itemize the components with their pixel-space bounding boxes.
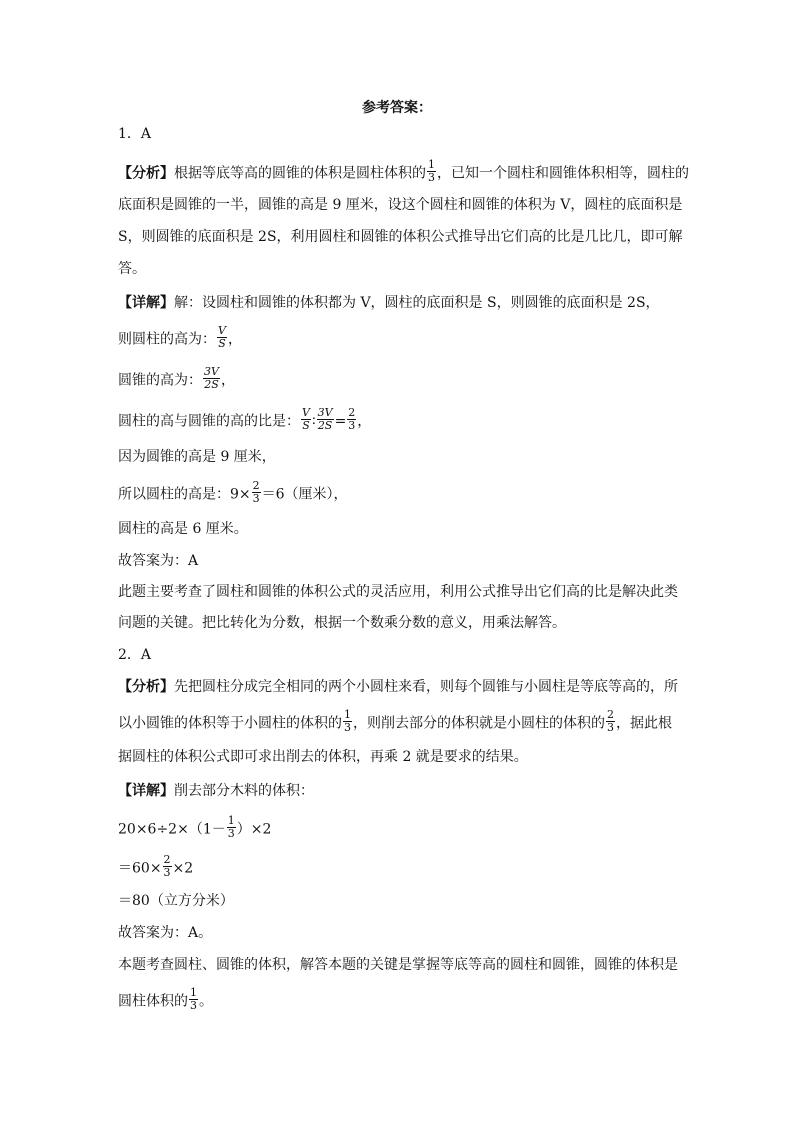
text: 根据等底等高的圆锥的体积是圆柱体积的 [174, 165, 426, 182]
q1-cone-height [118, 365, 704, 393]
fraction [427, 159, 436, 184]
text: 解：设圆柱和圆锥的体积都为 V，圆柱的底面积是 S，则圆锥的底面积是 2S， [174, 295, 660, 311]
text: 圆锥的高为： [118, 372, 202, 389]
text: ＝60× [118, 860, 162, 877]
q1-detail-line-1 [118, 293, 704, 313]
q1-analysis-line-3: S，则圆锥的底面积是 2S，利用圆柱和圆锥的体积公式推导出它们高的比是几比几，即可解 [118, 229, 683, 245]
denominator: 3 [227, 827, 235, 840]
text: ×2 [172, 860, 194, 877]
text: 圆柱体积的 [118, 993, 188, 1010]
fraction [317, 407, 334, 432]
denominator: 3 [344, 721, 351, 734]
text: ，据此根 [616, 715, 672, 732]
text: 先把圆柱分成完全相同的两个小圆柱来看，则每个圆锥与小圆柱是等底等高的，所 [174, 679, 678, 695]
page-title: 参考答案： [362, 100, 432, 116]
fraction [301, 407, 311, 432]
q1-summary-2: 问题的关键。把比转化为分数，根据一个数乘分数的意义，用乘法解答。 [118, 615, 566, 631]
q2-expression-3: ＝80（立方分米） [118, 893, 234, 909]
text: ，已知一个圆柱和圆锥体积相等，圆柱的 [437, 165, 689, 182]
numerator: 2 [607, 708, 614, 721]
numerator: 2 [348, 406, 356, 419]
detail-tag: 【详解】 [118, 783, 174, 799]
text: 圆柱的高与圆锥的高的比是： [118, 413, 300, 430]
denominator: 3 [607, 721, 614, 734]
denominator: 3 [163, 866, 171, 879]
denominator: 3 [348, 419, 356, 432]
fraction [343, 709, 352, 734]
text: 20×6÷2×（1－ [118, 821, 226, 838]
denominator: S [302, 419, 310, 432]
q1-detail-line-5: 因为圆锥的高是 9 厘米， [118, 449, 276, 465]
equals-sign: = [334, 413, 347, 430]
fraction [252, 480, 261, 505]
numerator: 1 [190, 986, 197, 999]
text: ＝6（厘米）， [261, 486, 348, 503]
denominator: 3 [428, 171, 435, 184]
q1-detail-line-7: 圆柱的高是 6 厘米。 [118, 521, 248, 537]
numerator: 3V [317, 406, 333, 419]
denominator: 3 [190, 999, 197, 1012]
ratio-colon: ∶ [311, 413, 316, 430]
q2-expression-2 [118, 853, 704, 881]
text: 则圆柱的高为： [118, 331, 216, 348]
text: ，则削去部分的体积就是小圆柱的体积的 [353, 715, 605, 732]
q1-answer: 故答案为：A [118, 553, 199, 569]
denominator: S [218, 337, 226, 350]
q2-analysis-line-3: 据圆柱的体积公式即可求出削去的体积，再乘 2 就是要求的结果。 [118, 749, 528, 765]
q1-analysis-line-2: 底面积是圆锥的一半，圆锥的高是 9 厘米，设这个圆柱和圆锥的体积为 V，圆柱的底面积是 [118, 197, 683, 213]
numerator: 3V [204, 365, 219, 378]
q1-number: 1．A [118, 126, 152, 142]
q1-analysis-line-4: 答。 [118, 261, 146, 277]
numerator: V [302, 406, 310, 419]
text: 所以圆柱的高是：9× [118, 486, 251, 503]
text: ）×2 [236, 821, 272, 838]
fraction [606, 709, 615, 734]
q2-analysis-line-2 [118, 708, 704, 736]
numerator: 2 [252, 479, 260, 492]
text: ， [220, 372, 235, 389]
detail-tag: 【详解】 [118, 295, 174, 311]
denominator: 2S [204, 378, 219, 391]
numerator: 1 [428, 158, 435, 171]
q2-summary-1: 本题考查圆柱、圆锥的体积，解答本题的关键是掌握等底等高的圆柱和圆锥，圆锥的体积是 [118, 957, 678, 973]
numerator: 1 [344, 708, 351, 721]
text: ， [227, 331, 242, 348]
q1-cylinder-height [118, 324, 704, 352]
fraction [203, 366, 220, 391]
q2-expression-1 [118, 814, 704, 842]
q2-answer: 故答案为：A。 [118, 925, 213, 941]
fraction [347, 407, 356, 432]
q2-summary-2 [118, 986, 704, 1014]
text: ， [357, 413, 372, 430]
fraction [227, 815, 236, 840]
numerator: 2 [163, 853, 171, 866]
q1-summary-1: 此题主要考查了圆柱和圆锥的体积公式的灵活应用，利用公式推导出它们高的比是解决此类 [118, 584, 678, 600]
q1-calculation [118, 479, 704, 507]
q2-number: 2．A [118, 647, 152, 663]
q1-analysis-line-1 [118, 158, 704, 186]
q2-analysis-line-1 [118, 677, 704, 697]
text: 以小圆锥的体积等于小圆柱的体积的 [118, 715, 342, 732]
q2-detail-line-1 [118, 781, 704, 801]
numerator: V [218, 324, 226, 337]
text: 。 [199, 993, 213, 1010]
fraction [217, 325, 227, 350]
denominator: 3 [252, 492, 260, 505]
text: 削去部分木料的体积： [174, 783, 314, 799]
numerator: 1 [227, 814, 235, 827]
q1-height-ratio [118, 406, 704, 434]
analysis-tag: 【分析】 [118, 679, 174, 695]
denominator: 2S [317, 419, 333, 432]
fraction [163, 854, 172, 879]
fraction [189, 987, 198, 1012]
analysis-tag: 【分析】 [118, 165, 174, 182]
